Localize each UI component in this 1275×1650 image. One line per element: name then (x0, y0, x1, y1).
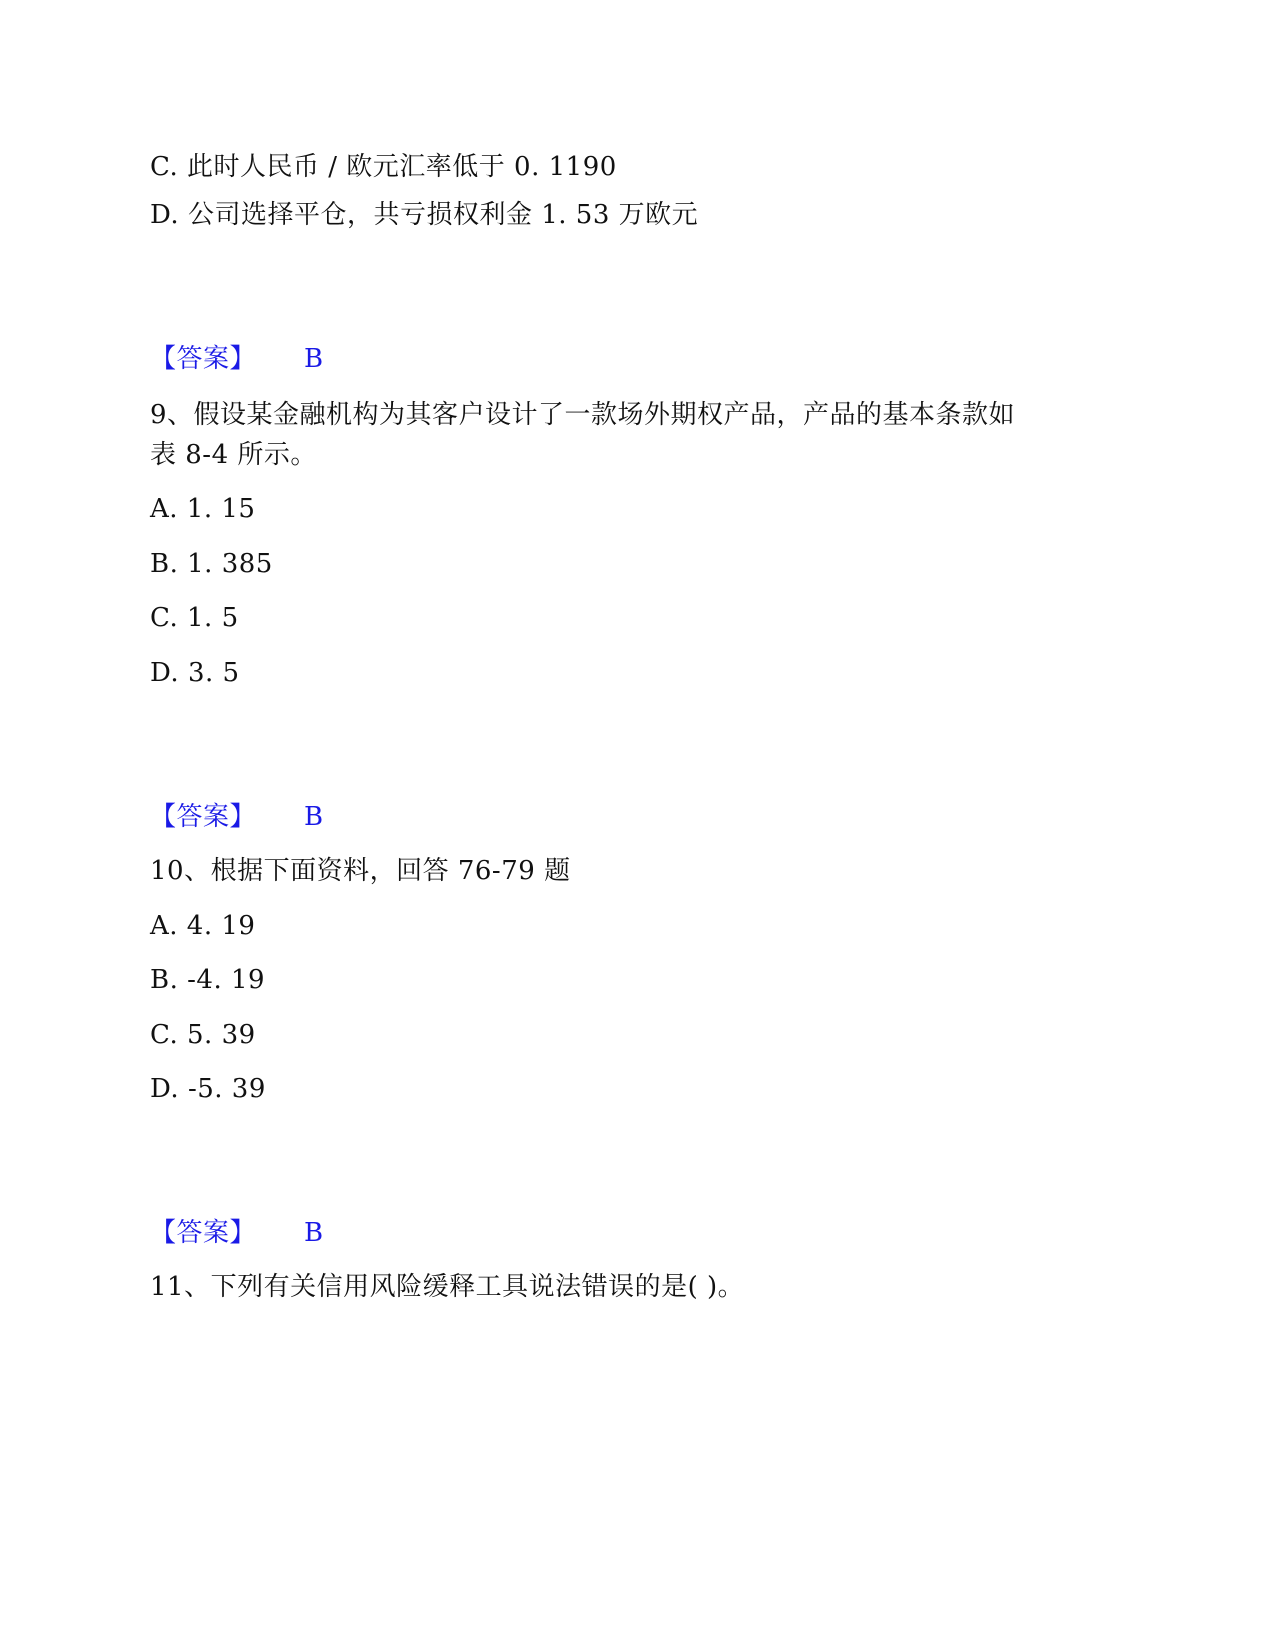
q8-option-c: C. 此时人民币 / 欧元汇率低于 0. 1190 (150, 152, 617, 182)
q9-stem-line-1: 9、假设某金融机构为其客户设计了一款场外期权产品，产品的基本条款如 (150, 400, 1016, 430)
answer-value: B (304, 344, 324, 374)
q9-option-b: B. 1. 385 (150, 549, 273, 579)
answer-value: B (304, 802, 324, 832)
q9-option-d: D. 3. 5 (150, 658, 240, 688)
answer-label: 【答案】 (150, 1218, 257, 1248)
q8-answer (150, 341, 324, 377)
q10-option-c: C. 5. 39 (150, 1020, 256, 1050)
q10-option-b: B. -4. 19 (150, 965, 266, 995)
q9-option-c: C. 1. 5 (150, 603, 239, 633)
q10-option-d: D. -5. 39 (150, 1074, 266, 1104)
q9-option-a: A. 1. 15 (150, 494, 256, 524)
q9-stem-line-2: 表 8-4 所示。 (150, 440, 317, 470)
q10-stem: 10、根据下面资料，回答 76-79 题 (150, 856, 571, 886)
answer-label: 【答案】 (150, 344, 257, 374)
q10-answer (150, 1215, 324, 1251)
q11-stem: 11、下列有关信用风险缓释工具说法错误的是( )。 (150, 1272, 745, 1302)
answer-value: B (304, 1218, 324, 1248)
q8-option-d: D. 公司选择平仓，共亏损权利金 1. 53 万欧元 (150, 200, 699, 230)
answer-label: 【答案】 (150, 802, 257, 832)
q9-answer (150, 799, 324, 835)
q10-option-a: A. 4. 19 (150, 911, 256, 941)
